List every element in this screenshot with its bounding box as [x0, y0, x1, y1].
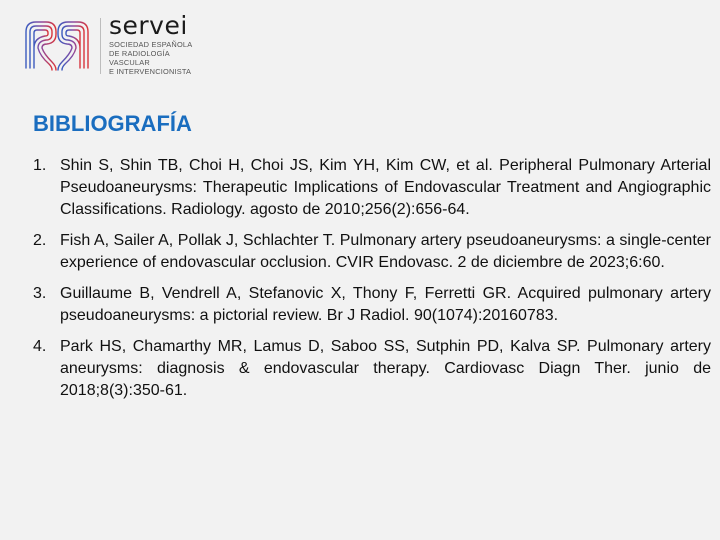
- reference-number: 1.: [33, 157, 47, 174]
- reference-item: [33, 230, 713, 274]
- logo-text: [109, 11, 193, 76]
- reference-text: Shin S, Shin TB, Choi H, Choi JS, Kim YH, Kim CW, et al. Peripheral Pulmonary Arterial Pseudoaneurysms: Therapeutic Implications of Endovascular Treatment and Angiographic Classifications. Radiology. agosto de 2010;256(2):656-64.: [60, 157, 711, 218]
- logo-name: servei: [109, 11, 188, 40]
- reference-item: [33, 155, 713, 221]
- logo-divider: [100, 18, 101, 74]
- reference-number: 3.: [33, 285, 47, 302]
- reference-item: [33, 283, 713, 327]
- page-title: BIBLIOGRAFÍA: [33, 111, 192, 136]
- servei-rr-logo-icon: [22, 16, 92, 76]
- reference-number: 4.: [33, 338, 47, 355]
- logo-subtitle-line: SOCIEDAD ESPAÑOLA: [109, 40, 193, 49]
- servei-logo: [22, 11, 193, 78]
- logo-subtitle-line: E INTERVENCIONISTA: [109, 67, 192, 76]
- reference-text: Guillaume B, Vendrell A, Stefanovic X, Thony F, Ferretti GR. Acquired pulmonary artery pseudoaneurysms: a pictorial review. Br J Radiol. 90(1074):20160783.: [60, 285, 711, 324]
- reference-list: [33, 155, 713, 411]
- logo-subtitle-line: VASCULAR: [109, 58, 150, 67]
- reference-text: Park HS, Chamarthy MR, Lamus D, Saboo SS, Sutphin PD, Kalva SP. Pulmonary artery aneurysms: diagnosis & endovascular therapy. Cardiovasc Diagn Ther. junio de 2018;8(3):350-61.: [60, 338, 711, 399]
- reference-text: Fish A, Sailer A, Pollak J, Schlachter T. Pulmonary artery pseudoaneurysms: a single-center experience of endovascular occlusion. CVIR Endovasc. 2 de diciembre de 2023;6:60.: [60, 232, 711, 271]
- reference-item: [33, 336, 713, 402]
- reference-number: 2.: [33, 232, 47, 249]
- logo-subtitle-line: DE RADIOLOGÍA: [109, 49, 170, 58]
